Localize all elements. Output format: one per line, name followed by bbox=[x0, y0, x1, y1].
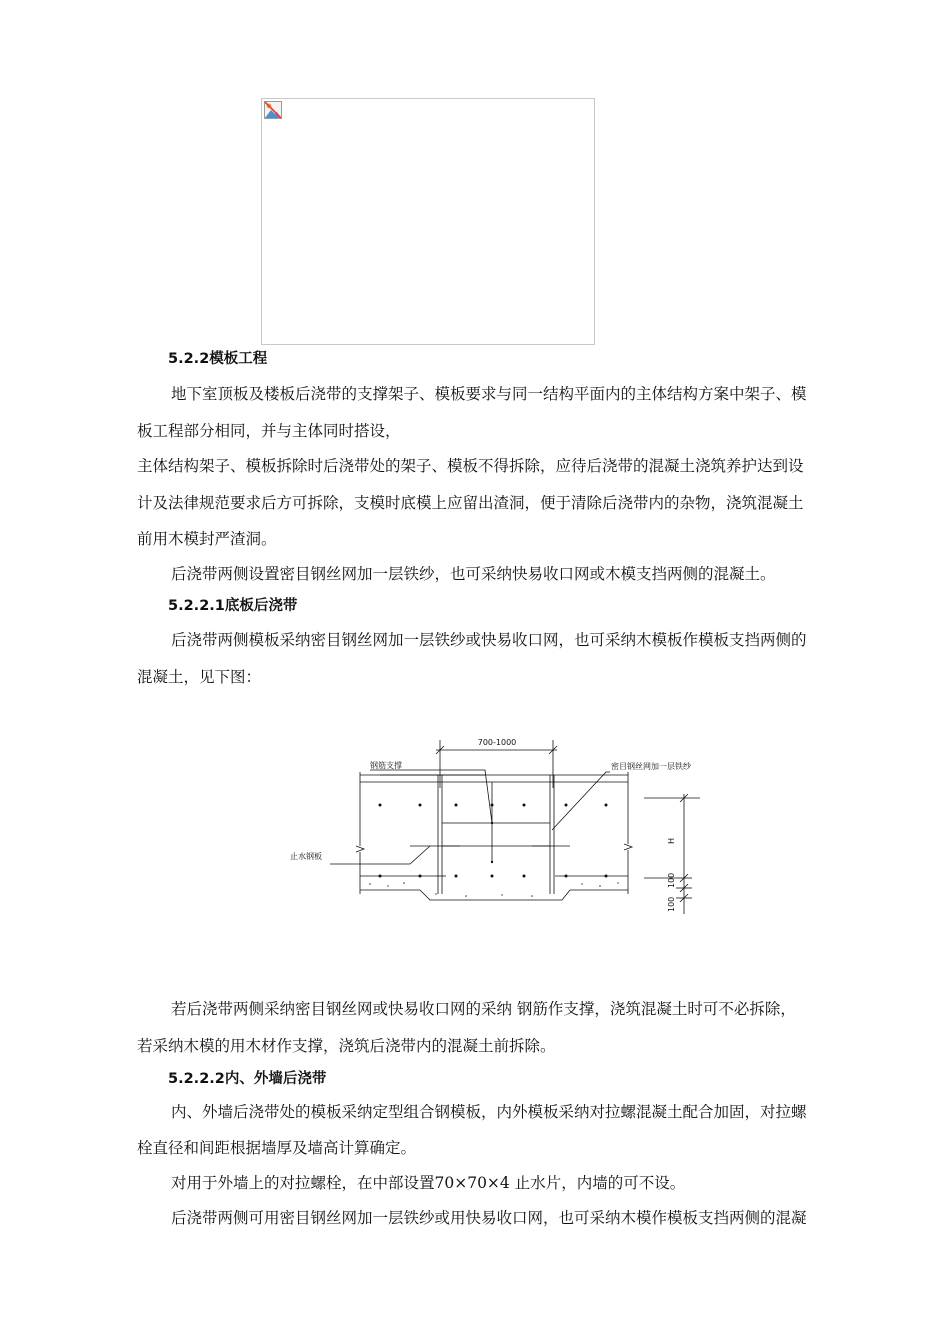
broken-image-icon bbox=[264, 101, 282, 119]
mesh-label: 密目钢丝网加一层铁纱 bbox=[611, 762, 691, 771]
paragraph-line: 对用于外墙上的对拉螺栓，在中部设置70×70×4 止水片，内墙的可不设。 bbox=[171, 1174, 686, 1192]
height-label: H bbox=[667, 837, 676, 844]
paragraph-line: 若采纳木模的用木材作支撑，浇筑后浇带内的混凝土前拆除。 bbox=[137, 1037, 556, 1055]
paragraph-line: 主体结构架子、模板拆除时后浇带处的架子、模板不得拆除，应待后浇带的混凝土浇筑养护达到设 bbox=[137, 457, 804, 475]
drawing-svg bbox=[270, 728, 710, 928]
paragraph-line: 后浇带两侧设置密目钢丝网加一层铁纱，也可采纳快易收口网或木模支挡两侧的混凝土。 bbox=[171, 565, 776, 583]
paragraph-line: 后浇带两侧模板采纳密目钢丝网加一层铁纱或快易收口网，也可采纳木模板作模板支挡两侧的 bbox=[171, 631, 807, 649]
section-heading-522: 5.2.2模板工程 bbox=[168, 351, 268, 367]
image-placeholder bbox=[261, 98, 595, 345]
paragraph-line: 计及法律规范要求后方可拆除，支模时底模上应留出渣洞，便于清除后浇带内的杂物，浇筑混凝土 bbox=[137, 494, 804, 512]
dimension-100-label: 100 bbox=[667, 872, 676, 888]
paragraph-line: 地下室顶板及楼板后浇带的支撑架子、模板要求与同一结构平面内的主体结构方案中架子、模 bbox=[171, 385, 807, 403]
section-heading-5222: 5.2.2.2内、外墙后浇带 bbox=[168, 1071, 327, 1087]
paragraph-line: 内、外墙后浇带处的模板采纳定型组合钢模板，内外模板采纳对拉螺混凝土配合加固，对拉螺 bbox=[171, 1103, 807, 1121]
section-heading-5221: 5.2.2.1底板后浇带 bbox=[168, 598, 298, 614]
dimension-label: 700-1000 bbox=[477, 738, 517, 747]
paragraph-line: 若后浇带两侧采纳密目钢丝网或快易收口网的采纳 钢筋作支撑，浇筑混凝土时可不必拆除， bbox=[171, 1000, 796, 1018]
paragraph-line: 后浇带两侧可用密目钢丝网加一层铁纱或用快易收口网，也可采纳木模作模板支挡两侧的混凝 bbox=[171, 1209, 807, 1227]
post-pour-strip-drawing bbox=[270, 728, 710, 928]
dimension-100-label: 100 bbox=[667, 896, 676, 912]
paragraph-line: 前用木模封严渣洞。 bbox=[137, 530, 277, 548]
paragraph-line: 混凝土，见下图： bbox=[137, 668, 262, 686]
paragraph-line: 板工程部分相同，并与主体同时搭设， bbox=[137, 422, 401, 440]
waterstop-label: 止水钢板 bbox=[290, 852, 322, 861]
rebar-support-label: 钢筋支撑 bbox=[370, 761, 402, 770]
paragraph-line: 栓直径和间距根据墙厚及墙高计算确定。 bbox=[137, 1139, 417, 1157]
